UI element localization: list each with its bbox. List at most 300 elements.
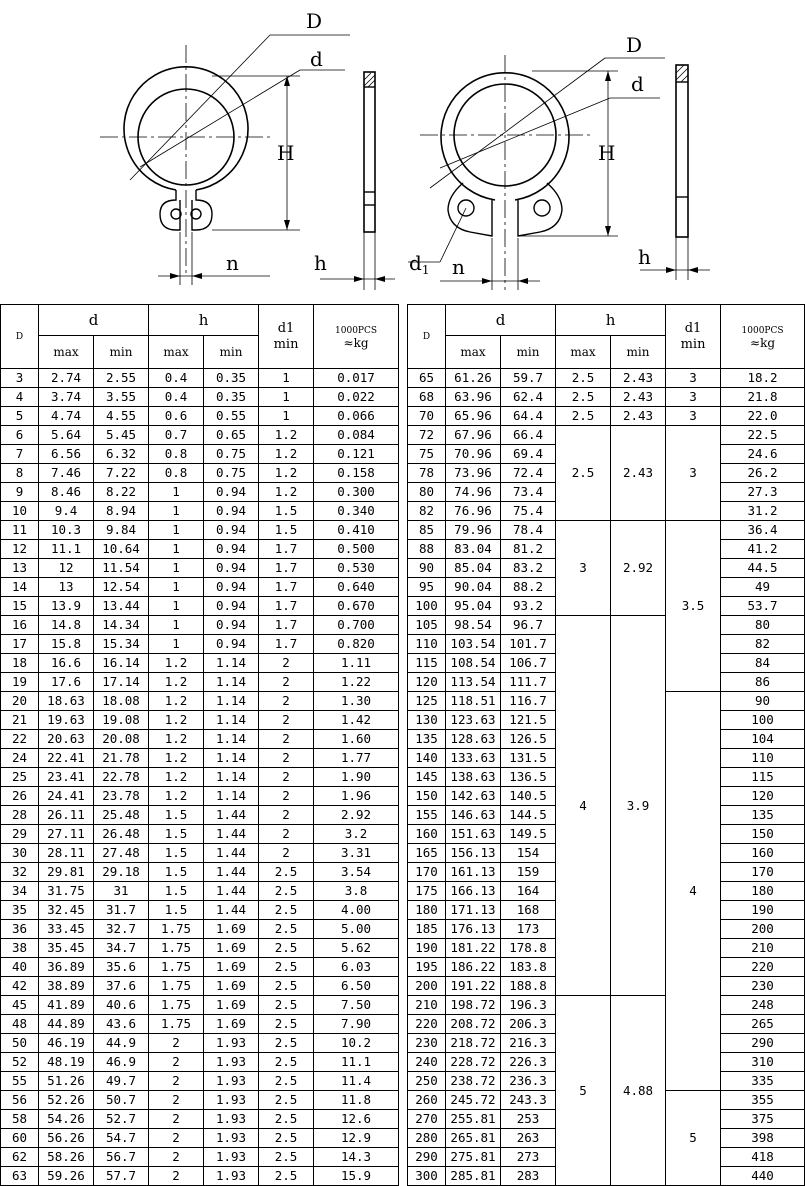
cell-d-max: 41.89 xyxy=(39,996,94,1015)
table-row xyxy=(1,749,399,768)
cell-d-max: 208.72 xyxy=(446,1015,501,1034)
cell-d-min: 29.18 xyxy=(94,863,149,882)
cell-d1-min: 2.5 xyxy=(259,1129,314,1148)
cell-d-max: 181.22 xyxy=(446,939,501,958)
header-h: h xyxy=(149,305,259,336)
cell-d-max: 54.26 xyxy=(39,1110,94,1129)
cell-weight: 0.410 xyxy=(314,521,399,540)
cell-weight: 398 xyxy=(721,1129,805,1148)
cell-d1-min: 2.5 xyxy=(259,1015,314,1034)
cell-d-min: 31 xyxy=(94,882,149,901)
cell-D: 36 xyxy=(1,920,39,939)
cell-weight: 12.6 xyxy=(314,1110,399,1129)
cell-D: 6 xyxy=(1,426,39,445)
table-row xyxy=(1,692,399,711)
cell-d-max: 70.96 xyxy=(446,445,501,464)
cell-d-max: 218.72 xyxy=(446,1034,501,1053)
cell-h-max: 1 xyxy=(149,578,204,597)
circlip-table-right xyxy=(407,304,805,1186)
cell-h-min: 0.94 xyxy=(204,540,259,559)
cell-weight: 4.00 xyxy=(314,901,399,920)
cell-weight: 0.022 xyxy=(314,388,399,407)
cell-D: 65 xyxy=(408,369,446,388)
cell-weight: 0.084 xyxy=(314,426,399,445)
label-d-right: d xyxy=(631,72,644,96)
cell-weight: 36.4 xyxy=(721,521,805,540)
header-weight-qty: 1000PCS xyxy=(741,325,784,336)
cell-d-min: 14.34 xyxy=(94,616,149,635)
cell-h-max: 1 xyxy=(149,521,204,540)
cell-weight: 84 xyxy=(721,654,805,673)
table-row xyxy=(1,1034,399,1053)
cell-D: 150 xyxy=(408,787,446,806)
cell-weight: 180 xyxy=(721,882,805,901)
cell-h-min: 1.69 xyxy=(204,1015,259,1034)
cell-weight: 12.9 xyxy=(314,1129,399,1148)
cell-D: 18 xyxy=(1,654,39,673)
cell-d1-min: 2.5 xyxy=(259,996,314,1015)
cell-d-max: 156.13 xyxy=(446,844,501,863)
cell-d-min: 253 xyxy=(501,1110,556,1129)
cell-h-min: 2.43 xyxy=(611,407,666,426)
cell-h-max: 2.5 xyxy=(556,388,611,407)
cell-D: 12 xyxy=(1,540,39,559)
cell-h-min: 1.14 xyxy=(204,654,259,673)
cell-d-max: 14.8 xyxy=(39,616,94,635)
cell-D: 185 xyxy=(408,920,446,939)
cell-d-min: 111.7 xyxy=(501,673,556,692)
cell-h-min: 1.93 xyxy=(204,1110,259,1129)
cell-d1-min: 3.5 xyxy=(666,521,721,692)
cell-h-max: 2.5 xyxy=(556,426,611,521)
cell-d1-min: 2 xyxy=(259,825,314,844)
table-row xyxy=(1,882,399,901)
cell-D: 13 xyxy=(1,559,39,578)
table-row xyxy=(1,977,399,996)
cell-d-min: 226.3 xyxy=(501,1053,556,1072)
cell-d-min: 22.78 xyxy=(94,768,149,787)
cell-D: 50 xyxy=(1,1034,39,1053)
cell-h-max: 2 xyxy=(149,1053,204,1072)
cell-weight: 90 xyxy=(721,692,805,711)
cell-h-min: 1.44 xyxy=(204,882,259,901)
cell-h-min: 1.93 xyxy=(204,1129,259,1148)
header-weight xyxy=(721,305,805,369)
table-row xyxy=(1,597,399,616)
cell-h-max: 1.5 xyxy=(149,806,204,825)
table-row xyxy=(1,825,399,844)
cell-D: 250 xyxy=(408,1072,446,1091)
cell-d-max: 38.89 xyxy=(39,977,94,996)
cell-h-max: 0.4 xyxy=(149,369,204,388)
table-row xyxy=(408,407,805,426)
cell-d-min: 49.7 xyxy=(94,1072,149,1091)
table-row xyxy=(1,502,399,521)
cell-h-min: 2.43 xyxy=(611,426,666,521)
cell-D: 28 xyxy=(1,806,39,825)
cell-d-min: 6.32 xyxy=(94,445,149,464)
table-row xyxy=(1,521,399,540)
cell-d-max: 18.63 xyxy=(39,692,94,711)
cell-d-max: 198.72 xyxy=(446,996,501,1015)
table-row xyxy=(1,483,399,502)
cell-h-min: 2.92 xyxy=(611,521,666,616)
cell-D: 56 xyxy=(1,1091,39,1110)
cell-weight: 135 xyxy=(721,806,805,825)
cell-D: 220 xyxy=(408,1015,446,1034)
cell-h-max: 1.5 xyxy=(149,901,204,920)
cell-h-min: 1.93 xyxy=(204,1167,259,1186)
cell-D: 9 xyxy=(1,483,39,502)
cell-D: 130 xyxy=(408,711,446,730)
cell-d1-min: 2 xyxy=(259,844,314,863)
cell-d-min: 126.5 xyxy=(501,730,556,749)
cell-d-min: 13.44 xyxy=(94,597,149,616)
cell-weight: 230 xyxy=(721,977,805,996)
cell-d-max: 29.81 xyxy=(39,863,94,882)
cell-d1-min: 1.7 xyxy=(259,559,314,578)
cell-d-min: 27.48 xyxy=(94,844,149,863)
cell-weight: 6.03 xyxy=(314,958,399,977)
cell-d1-min: 3 xyxy=(666,426,721,521)
cell-weight: 41.2 xyxy=(721,540,805,559)
cell-d1-min: 2 xyxy=(259,730,314,749)
table-row xyxy=(1,559,399,578)
cell-weight: 3.31 xyxy=(314,844,399,863)
cell-d-min: 59.7 xyxy=(501,369,556,388)
cell-h-max: 0.7 xyxy=(149,426,204,445)
cell-D: 140 xyxy=(408,749,446,768)
label-n-left: n xyxy=(226,251,239,275)
cell-weight: 7.50 xyxy=(314,996,399,1015)
cell-d-min: 216.3 xyxy=(501,1034,556,1053)
cell-d-max: 27.11 xyxy=(39,825,94,844)
cell-h-min: 0.75 xyxy=(204,445,259,464)
cell-d1-min: 2.5 xyxy=(259,1053,314,1072)
cell-weight: 44.5 xyxy=(721,559,805,578)
cell-D: 115 xyxy=(408,654,446,673)
cell-h-min: 1.14 xyxy=(204,692,259,711)
cell-d-max: 7.46 xyxy=(39,464,94,483)
cell-d-min: 7.22 xyxy=(94,464,149,483)
cell-d1-min: 2.5 xyxy=(259,977,314,996)
cell-D: 29 xyxy=(1,825,39,844)
cell-weight: 10.2 xyxy=(314,1034,399,1053)
cell-d1-min: 1.7 xyxy=(259,635,314,654)
cell-weight: 31.2 xyxy=(721,502,805,521)
cell-h-max: 2 xyxy=(149,1091,204,1110)
cell-d-min: 183.8 xyxy=(501,958,556,977)
cell-D: 90 xyxy=(408,559,446,578)
cell-d-max: 73.96 xyxy=(446,464,501,483)
cell-weight: 1.22 xyxy=(314,673,399,692)
header-d-max: max xyxy=(446,336,501,369)
header-D: D xyxy=(408,305,446,369)
cell-weight: 1.11 xyxy=(314,654,399,673)
table-row xyxy=(1,1072,399,1091)
cell-d-min: 83.2 xyxy=(501,559,556,578)
cell-D: 70 xyxy=(408,407,446,426)
cell-weight: 2.92 xyxy=(314,806,399,825)
cell-h-max: 2 xyxy=(149,1167,204,1186)
cell-h-max: 1.2 xyxy=(149,673,204,692)
cell-h-max: 0.6 xyxy=(149,407,204,426)
cell-weight: 22.5 xyxy=(721,426,805,445)
cell-h-min: 1.14 xyxy=(204,787,259,806)
cell-d1-min: 2 xyxy=(259,787,314,806)
cell-weight: 170 xyxy=(721,863,805,882)
cell-d-max: 26.11 xyxy=(39,806,94,825)
cell-d-min: 273 xyxy=(501,1148,556,1167)
cell-d-max: 90.04 xyxy=(446,578,501,597)
cell-d-min: 12.54 xyxy=(94,578,149,597)
label-d-left: d xyxy=(310,47,323,71)
cell-weight: 53.7 xyxy=(721,597,805,616)
header-weight-unit: ≈kg xyxy=(343,335,369,350)
cell-h-max: 2 xyxy=(149,1110,204,1129)
cell-d-max: 44.89 xyxy=(39,1015,94,1034)
cell-D: 35 xyxy=(1,901,39,920)
cell-d-min: 88.2 xyxy=(501,578,556,597)
table-row xyxy=(408,388,805,407)
cell-D: 17 xyxy=(1,635,39,654)
cell-d-max: 20.63 xyxy=(39,730,94,749)
cell-weight: 0.670 xyxy=(314,597,399,616)
cell-d-min: 106.7 xyxy=(501,654,556,673)
cell-D: 88 xyxy=(408,540,446,559)
table-row xyxy=(1,616,399,635)
cell-d-min: 40.6 xyxy=(94,996,149,1015)
table-row xyxy=(408,616,805,635)
cell-h-max: 0.8 xyxy=(149,464,204,483)
cell-d-max: 12 xyxy=(39,559,94,578)
cell-weight: 1.60 xyxy=(314,730,399,749)
cell-d-min: 69.4 xyxy=(501,445,556,464)
cell-weight: 210 xyxy=(721,939,805,958)
cell-d-min: 31.7 xyxy=(94,901,149,920)
cell-d-min: 164 xyxy=(501,882,556,901)
cell-h-min: 2.43 xyxy=(611,388,666,407)
cell-d-max: 142.63 xyxy=(446,787,501,806)
cell-h-max: 1.2 xyxy=(149,730,204,749)
cell-h-min: 1.44 xyxy=(204,901,259,920)
cell-d-max: 138.63 xyxy=(446,768,501,787)
cell-h-min: 0.94 xyxy=(204,597,259,616)
cell-d-min: 236.3 xyxy=(501,1072,556,1091)
cell-d-min: 78.4 xyxy=(501,521,556,540)
cell-d-min: 149.5 xyxy=(501,825,556,844)
cell-weight: 22.0 xyxy=(721,407,805,426)
cell-d-max: 46.19 xyxy=(39,1034,94,1053)
table-row xyxy=(1,711,399,730)
cell-weight: 290 xyxy=(721,1034,805,1053)
circlip-large-drawing xyxy=(408,55,665,290)
cell-weight: 375 xyxy=(721,1110,805,1129)
cell-weight: 80 xyxy=(721,616,805,635)
cell-d-max: 133.63 xyxy=(446,749,501,768)
cell-D: 290 xyxy=(408,1148,446,1167)
cell-weight: 104 xyxy=(721,730,805,749)
cell-D: 82 xyxy=(408,502,446,521)
cell-d1-min: 3 xyxy=(666,407,721,426)
cell-D: 155 xyxy=(408,806,446,825)
cell-D: 125 xyxy=(408,692,446,711)
cell-d1-min: 2.5 xyxy=(259,939,314,958)
cell-h-min: 1.69 xyxy=(204,920,259,939)
cell-D: 170 xyxy=(408,863,446,882)
cell-h-max: 1.5 xyxy=(149,825,204,844)
cell-weight: 100 xyxy=(721,711,805,730)
cell-D: 24 xyxy=(1,749,39,768)
cell-d-min: 73.4 xyxy=(501,483,556,502)
header-d: d xyxy=(446,305,556,336)
cell-h-min: 1.44 xyxy=(204,863,259,882)
cell-d-min: 35.6 xyxy=(94,958,149,977)
cell-d-min: 23.78 xyxy=(94,787,149,806)
cell-D: 5 xyxy=(1,407,39,426)
cell-d1-min: 2.5 xyxy=(259,1167,314,1186)
cell-d-min: 116.7 xyxy=(501,692,556,711)
cell-weight: 14.3 xyxy=(314,1148,399,1167)
cell-weight: 24.6 xyxy=(721,445,805,464)
label-D-right: D xyxy=(626,33,643,57)
cell-d-max: 95.04 xyxy=(446,597,501,616)
cell-weight: 5.62 xyxy=(314,939,399,958)
cell-d-min: 206.3 xyxy=(501,1015,556,1034)
cell-weight: 21.8 xyxy=(721,388,805,407)
cell-d-max: 33.45 xyxy=(39,920,94,939)
cell-D: 230 xyxy=(408,1034,446,1053)
cell-D: 22 xyxy=(1,730,39,749)
cell-d1-min: 2.5 xyxy=(259,1148,314,1167)
cell-d1-min: 1.5 xyxy=(259,521,314,540)
label-H-right: H xyxy=(598,141,616,165)
cell-D: 165 xyxy=(408,844,446,863)
table-row xyxy=(1,654,399,673)
cell-weight: 115 xyxy=(721,768,805,787)
table-row xyxy=(1,1015,399,1034)
cell-weight: 0.530 xyxy=(314,559,399,578)
cell-d1-min: 1.2 xyxy=(259,445,314,464)
table-row xyxy=(1,673,399,692)
cell-D: 45 xyxy=(1,996,39,1015)
cell-h-max: 1.2 xyxy=(149,787,204,806)
cell-d-max: 3.74 xyxy=(39,388,94,407)
cell-d-min: 21.78 xyxy=(94,749,149,768)
cell-weight: 190 xyxy=(721,901,805,920)
cell-weight: 26.2 xyxy=(721,464,805,483)
cell-d-max: 59.26 xyxy=(39,1167,94,1186)
table-row xyxy=(1,540,399,559)
table-row xyxy=(408,996,805,1015)
table-row xyxy=(1,1053,399,1072)
table-row xyxy=(408,426,805,445)
cell-h-max: 1 xyxy=(149,502,204,521)
table-right-body xyxy=(408,369,805,1186)
header-D: D xyxy=(1,305,39,369)
cell-d-max: 265.81 xyxy=(446,1129,501,1148)
cell-d-min: 15.34 xyxy=(94,635,149,654)
table-row xyxy=(1,730,399,749)
cell-d-max: 17.6 xyxy=(39,673,94,692)
cell-d1-min: 2 xyxy=(259,768,314,787)
cell-D: 3 xyxy=(1,369,39,388)
cell-h-max: 0.8 xyxy=(149,445,204,464)
cell-D: 175 xyxy=(408,882,446,901)
cell-D: 260 xyxy=(408,1091,446,1110)
cell-weight: 1.77 xyxy=(314,749,399,768)
cell-D: 60 xyxy=(1,1129,39,1148)
cell-D: 26 xyxy=(1,787,39,806)
cell-D: 105 xyxy=(408,616,446,635)
cell-d-max: 128.63 xyxy=(446,730,501,749)
cell-d-min: 243.3 xyxy=(501,1091,556,1110)
cell-d-min: 10.64 xyxy=(94,540,149,559)
cell-h-min: 1.93 xyxy=(204,1053,259,1072)
cell-d-max: 186.22 xyxy=(446,958,501,977)
cell-d-min: 8.94 xyxy=(94,502,149,521)
circlip-small-side-view xyxy=(320,72,395,290)
cell-weight: 0.121 xyxy=(314,445,399,464)
table-row xyxy=(408,369,805,388)
cell-d1-min: 2.5 xyxy=(259,1110,314,1129)
cell-d-min: 66.4 xyxy=(501,426,556,445)
header-d-min: min xyxy=(94,336,149,369)
cell-weight: 11.4 xyxy=(314,1072,399,1091)
cell-D: 195 xyxy=(408,958,446,977)
cell-d-max: 61.26 xyxy=(446,369,501,388)
cell-d-max: 285.81 xyxy=(446,1167,501,1186)
cell-d1-min: 5 xyxy=(666,1091,721,1186)
cell-weight: 1.42 xyxy=(314,711,399,730)
cell-d-min: 19.08 xyxy=(94,711,149,730)
cell-d-max: 9.4 xyxy=(39,502,94,521)
cell-D: 100 xyxy=(408,597,446,616)
cell-h-max: 2.5 xyxy=(556,369,611,388)
table-row xyxy=(1,1167,399,1186)
cell-h-max: 1.5 xyxy=(149,863,204,882)
cell-D: 160 xyxy=(408,825,446,844)
cell-d-max: 79.96 xyxy=(446,521,501,540)
cell-D: 8 xyxy=(1,464,39,483)
cell-d-max: 6.56 xyxy=(39,445,94,464)
cell-d-max: 65.96 xyxy=(446,407,501,426)
cell-weight: 220 xyxy=(721,958,805,977)
cell-d-min: 9.84 xyxy=(94,521,149,540)
cell-h-min: 0.94 xyxy=(204,616,259,635)
cell-d-min: 43.6 xyxy=(94,1015,149,1034)
cell-d-max: 113.54 xyxy=(446,673,501,692)
cell-D: 270 xyxy=(408,1110,446,1129)
cell-D: 240 xyxy=(408,1053,446,1072)
table-row xyxy=(1,445,399,464)
header-d1 xyxy=(666,305,721,369)
cell-h-min: 1.44 xyxy=(204,825,259,844)
cell-d-max: 31.75 xyxy=(39,882,94,901)
cell-d1-min: 1 xyxy=(259,369,314,388)
cell-h-min: 1.69 xyxy=(204,939,259,958)
cell-d-min: 17.14 xyxy=(94,673,149,692)
cell-d1-min: 2 xyxy=(259,806,314,825)
cell-D: 280 xyxy=(408,1129,446,1148)
cell-weight: 3.2 xyxy=(314,825,399,844)
cell-h-min: 1.93 xyxy=(204,1091,259,1110)
table-row xyxy=(1,920,399,939)
cell-d-max: 123.63 xyxy=(446,711,501,730)
cell-d1-min: 1.7 xyxy=(259,597,314,616)
cell-D: 48 xyxy=(1,1015,39,1034)
cell-d-max: 275.81 xyxy=(446,1148,501,1167)
